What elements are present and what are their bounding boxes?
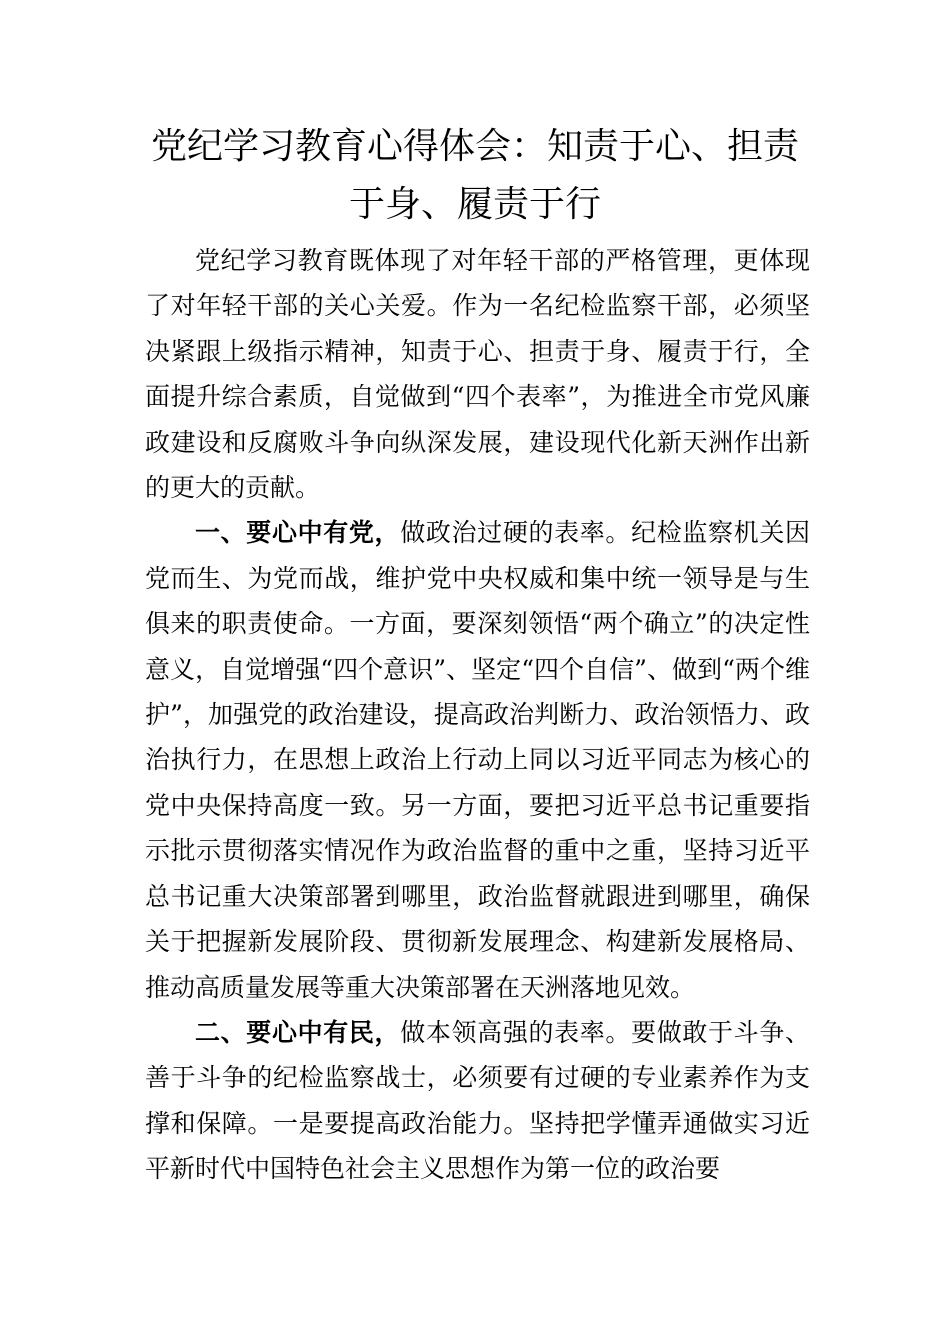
paragraph-section-one [145,510,810,1009]
paragraph-intro-text: 党纪学习教育既体现了对年轻干部的严格管理，更体现了对年轻干部的关心关爱。作为一名纪检监察干部，必须坚决紧跟上级指示精神，知责于心、担责于身、履责于行，全面提升综合素质，自觉做到“四个表率”，为推进全市党风廉政建设和反腐败斗争向纵深发展，建设现代化新天洲作出新的更大的贡献。 [145,246,810,503]
paragraph-section-two [145,1010,810,1192]
section-two-text: 做本领高强的表率。要做敢于斗争、善于斗争的纪检监察战士，必须要有过硬的专业素养作为支撑和保障。一是要提高政治能力。坚持把学懂弄通做实习近平新时代中国特色社会主义思想作为第一位的政治要 [145,1017,810,1184]
paragraph-intro [145,238,810,510]
document-body [145,238,810,1192]
document-title: 党纪学习教育心得体会：知责于心、担责于身、履责于行 [150,126,799,225]
section-one-text: 做政治过硬的表率。纪检监察机关因党而生、为党而战，维护党中央权威和集中统一领导是与生俱来的职责使命。一方面，要深刻领悟“两个确立”的决定性意义，自觉增强“四个意识”、坚定“四个自信”、做到“两个维护”，加强党的政治建设，提高政治判断力、政治领悟力、政治执行力，在思想上政治上行动上同以习近平同志为核心的党中央保持高度一致。另一方面，要把习近平总书记重要指示批示贯彻落实情况作为政治监督的重中之重，坚持习近平总书记重大决策部署到哪里，政治监督就跟进到哪里，确保关于把握新发展阶段、贯彻新发展理念、构建新发展格局、推动高质量发展等重大决策部署在天洲落地见效。 [145,518,810,1002]
section-one-heading: 一、要心中有党， [195,518,401,548]
section-two-heading: 二、要心中有民， [195,1017,401,1047]
